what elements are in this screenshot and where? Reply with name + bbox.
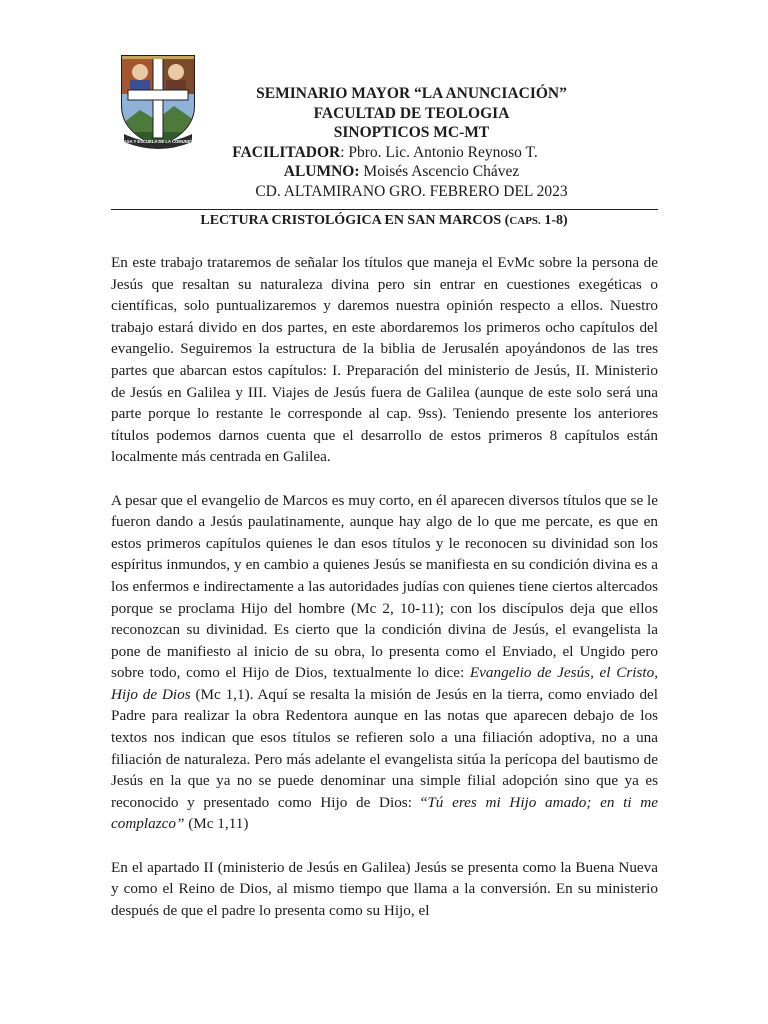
paragraph-2	[111, 490, 658, 836]
institution-name: SEMINARIO MAYOR “LA ANUNCIACIÓN”	[256, 85, 567, 102]
document-body	[111, 252, 658, 943]
facilitator-value: : Pbro. Lic. Antonio Reynoso T.	[340, 143, 538, 161]
svg-text:CASA Y ESCUELA DE LA COMUNIÓN: CASA Y ESCUELA DE LA COMUNIÓN	[120, 139, 196, 144]
document-header	[110, 84, 658, 202]
course-name: SINOPTICOS MC-MT	[333, 124, 490, 142]
student-value: Moisés Ascencio Chávez	[359, 163, 520, 181]
facilitator-label: FACILITADOR	[232, 143, 341, 161]
title-end: 1-8)	[540, 213, 568, 228]
paragraph-1: En este trabajo trataremos de señalar los títulos que maneja el EvMc sobre la persona de Jesús que resaltan su naturaleza divina pero sin entrar en cuestiones exegéticas o científicas, solo puntualizaremos y daremos nuestra opinión respecto a ellos. Nuestro trabajo estará divido en dos partes, en este abordaremos los primeros ocho capítulos del evangelio. Seguiremos la estructura de la biblia de Jerusalén apoyándonos de las tres partes que abarcan estos capítulos: I. Preparación del ministerio de Jesús, II. Ministerio de Jesús en Galilea y III. Viajes de Jesús fuera de Galilea (aunque de este solo será una parte porque lo restante le corresponde al cap. 9ss). Teniendo presente los anteriores títulos podemos darnos cuenta que el desarrollo de estos primeros 8 capítulos están localmente más centrada en Galilea.	[111, 254, 658, 466]
faculty-name: FACULTAD DE TEOLOGIA	[313, 104, 510, 122]
title-caps: CAPS.	[509, 215, 541, 227]
student-line	[110, 162, 658, 182]
place-date: CD. ALTAMIRANO GRO. FEBRERO DEL 2023	[255, 182, 568, 200]
header-divider	[111, 209, 658, 210]
paragraph-2-quote-2: Tú eres mi Hijo amado; en ti me complazco”	[111, 793, 658, 833]
paragraph-2-quote-1: Evangelio de Jesús, el Cristo, Hijo de Dios	[111, 664, 658, 703]
facilitator-line	[110, 143, 658, 163]
paragraph-2-part-b: (Mc 1,1). Aquí se resalta la misión de Jesús en la tierra, como enviado del Padre para realizar la obra Redentora aunque en las notas que aparecen debajo de los textos nos indican que esos títulos se refieren solo a una filiación adoptiva, no a una filiación de naturaleza. Pero más adelante el evangelista sitúa la perícopa del bautismo de Jesús en la que ya no se puede denominar una simple filial adopción sino que ya es reconocido y presentado como Hijo de Dios: “	[111, 685, 659, 811]
document-title	[110, 213, 658, 229]
paragraph-2-part-c: (Mc 1,11)	[184, 815, 249, 833]
paragraph-3: En el apartado II (ministerio de Jesús en Galilea) Jesús se presenta como la Buena Nueva y como el Reino de Dios, al mismo tiempo que llama a la conversión. En su ministerio después de que el padre lo presenta como su Hijo, el	[111, 858, 658, 919]
student-label: ALUMNO:	[283, 163, 360, 181]
paragraph-2-part-a: A pesar que el evangelio de Marcos es muy corto, en él aparecen diversos títulos que se le fueron dando a Jesús paulatinamente, aunque hay algo de lo que me percate, es que en estos primeros capítulos quienes le dan esos títulos y le reconocen su divinidad son los espíritus inmundos, y en cambio a quienes Jesús se manifiesta en su condición divina es a los enfermos e indirectamente a las autoridades judías con quienes tiene ciertos altercados porque se proclama Hijo del hombre (Mc 2, 10-11); con los discípulos deja que ellos reconozcan su divinidad. Es cierto que la condición divina de Jesús, el evangelista la pone de manifiesto al inicio de su obra, lo presenta como el Enviado, el Ungido pero sobre todo, como el Hijo de Dios, textualmente lo dice:	[111, 491, 658, 682]
title-main: LECTURA CRISTOLÓGICA EN SAN MARCOS (	[200, 213, 510, 228]
